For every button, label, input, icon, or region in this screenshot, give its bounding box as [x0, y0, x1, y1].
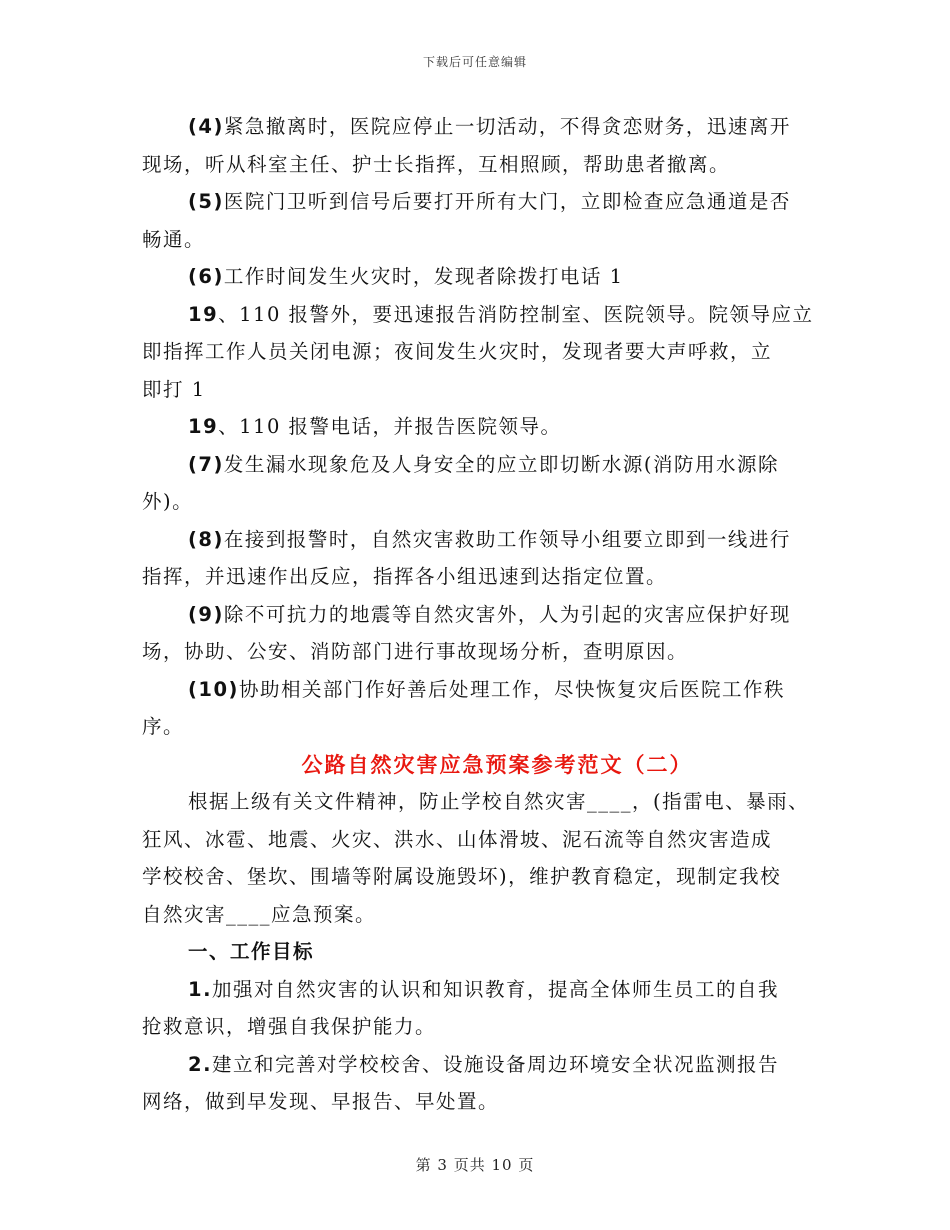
line-text: 即打 1	[142, 377, 206, 401]
paragraph-line	[142, 146, 822, 184]
paragraph-line	[142, 258, 822, 296]
section-title: 公路自然灾害应急预案参考范文（二）	[301, 751, 693, 777]
item-number: 19	[188, 302, 219, 326]
paragraph-line	[142, 483, 822, 521]
line-text: 加强对自然灾害的认识和知识教育，提高全体师生员工的自我	[211, 977, 779, 1001]
paragraph-line	[142, 1008, 822, 1046]
line-text: 紧急撤离时，医院应停止一切活动，不得贪恋财务，迅速离开	[223, 115, 791, 138]
paragraph-line: 自然灾害____应急预案。	[142, 902, 377, 926]
paragraph-line: 狂风、冰雹、地震、火灾、洪水、山体滑坡、泥石流等自然灾害造成	[142, 827, 773, 851]
item-number: (9)	[188, 602, 224, 626]
paragraph-line	[142, 671, 822, 709]
document-body	[142, 108, 822, 1121]
item-number: (10)	[188, 677, 239, 701]
line-text: 场，协助、公安、消防部门进行事故现场分析，查明原因。	[142, 640, 689, 663]
line-text: 、110 报警外，要迅速报告消防控制室、医院领导。院领导应立	[218, 302, 814, 326]
line-text: 、110 报警电话，并报告医院领导。	[218, 415, 562, 438]
item-number: 1.	[188, 977, 212, 1001]
paragraph-line	[142, 1046, 822, 1084]
section-heading: 一、工作目标	[188, 940, 315, 963]
page-header: 下载后可任意编辑	[422, 55, 527, 69]
line-text: 指挥，并迅速作出反应，指挥各小组迅速到达指定位置。	[142, 565, 668, 588]
page-footer: 第 3 页共 10 页	[415, 1156, 535, 1174]
line-text: 网络，做到早发现、早报告、早处置。	[142, 1090, 500, 1113]
paragraph-line	[142, 971, 822, 1009]
paragraph-line: 根据上级有关文件精神，防止学校自然灾害____，(指雷电、暴雨、	[188, 790, 810, 813]
paragraph-line	[142, 333, 822, 371]
paragraph-line	[142, 371, 822, 409]
paragraph-line	[142, 296, 822, 334]
paragraph-line	[142, 596, 822, 634]
paragraph-line	[142, 221, 822, 259]
item-number: (7)	[188, 452, 224, 476]
line-text: 发生漏水现象危及人身安全的应立即切断水源(消防用水源除	[223, 452, 780, 476]
item-number: (5)	[188, 190, 224, 213]
paragraph-line	[142, 183, 822, 221]
item-number: (6)	[188, 265, 224, 288]
line-text: 协助相关部门作好善后处理工作，尽快恢复灾后医院工作秩	[238, 677, 785, 701]
line-text: 在接到报警时，自然灾害救助工作领导小组要立即到一线进行	[223, 527, 791, 551]
paragraph-line	[142, 1083, 822, 1121]
item-number: 2.	[188, 1052, 212, 1076]
line-text: 现场，听从科室主任、护士长指挥，互相照顾，帮助患者撤离。	[142, 152, 731, 176]
line-text: 外)。	[142, 490, 194, 513]
line-text: 工作时间发生火灾时，发现者除拨打电话 1	[223, 265, 624, 288]
paragraph-line	[142, 108, 822, 146]
item-number: 19	[188, 415, 219, 438]
item-number: (8)	[188, 527, 224, 551]
line-text: 畅通。	[142, 227, 206, 251]
line-text: 抢救意识，增强自我保护能力。	[142, 1015, 437, 1038]
line-text: 序。	[142, 715, 185, 738]
line-text: 即指挥工作人员关闭电源；夜间发生火灾时，发现者要大声呼救，立	[142, 340, 773, 363]
paragraph-line	[142, 446, 822, 484]
paragraph-line	[142, 521, 822, 559]
paragraph-line	[142, 558, 822, 596]
line-text: 除不可抗力的地震等自然灾害外，人为引起的灾害应保护好现	[223, 602, 791, 626]
paragraph-line	[142, 408, 822, 446]
line-text: 医院门卫听到信号后要打开所有大门，立即检查应急通道是否	[223, 190, 791, 213]
line-text: 建立和完善对学校校舍、设施设备周边环境安全状况监测报告	[211, 1052, 779, 1076]
paragraph-line	[142, 633, 822, 671]
item-number: (4)	[188, 115, 224, 138]
paragraph-line	[142, 708, 822, 746]
paragraph-line: 学校校舍、堡坎、围墙等附属设施毁坏)，维护教育稳定，现制定我校	[142, 865, 782, 888]
